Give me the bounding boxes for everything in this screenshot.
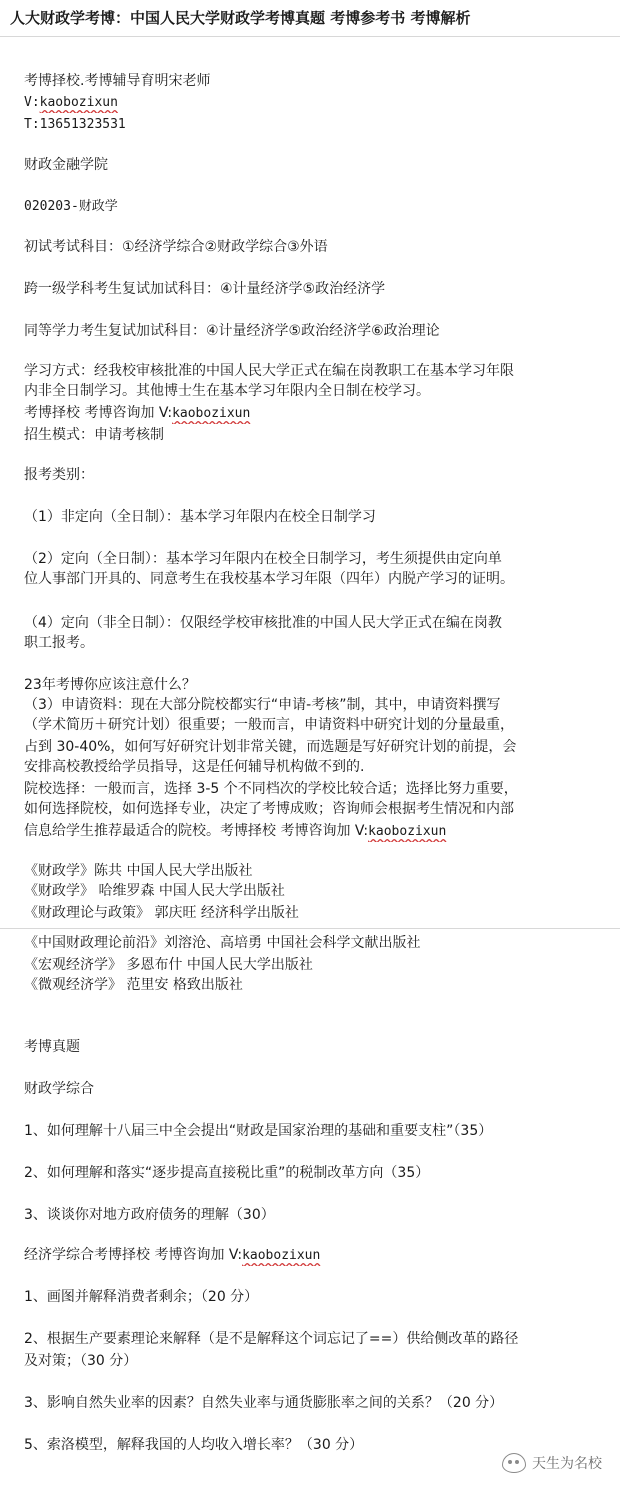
notes-consult-prefix: 信息给学生推荐最适合的院校。考博择校 考博咨询加 V: xyxy=(24,823,369,839)
book-item: 《中国财政理论前沿》刘溶沧、高培勇 中国社会科学文献出版社 xyxy=(24,935,421,951)
econ-question-2-line-1: 2、根据生产要素理论来解释（是不是解释这个词忘记了==）供给侧改革的路径 xyxy=(24,1331,519,1347)
school-line: 财政金融学院 xyxy=(24,157,108,173)
book-item: 《微观经济学》 范里安 格致出版社 xyxy=(24,977,243,993)
initial-exam-line: 初试考试科目：①经济学综合②财政学综合③外语 xyxy=(24,239,328,255)
question-3: 3、谈谈你对地方政府债务的理解（30） xyxy=(24,1207,275,1223)
notes-line-3: 占到 30-40%，如何写好研究计划非常关键，而选题是写好研究计划的前提，会 xyxy=(24,739,517,755)
question-1: 1、如何理解十八届三中全会提出“财政是国家治理的基础和重要支柱”（35） xyxy=(24,1123,493,1139)
book-item: 《宏观经济学》 多恩布什 中国人民大学出版社 xyxy=(24,957,313,973)
notes-heading: 23年考博你应该注意什么？ xyxy=(24,677,196,693)
document-title: 人大财政学考博：中国人民大学财政学考博真题 考博参考书 考博解析 xyxy=(10,9,471,27)
notes-line-5: 院校选择：一般而言，选择 3-5 个不同档次的学校比较合适；选择比努力重要， xyxy=(24,781,518,797)
consult-line xyxy=(24,403,596,424)
consult-id: kaobozixun xyxy=(172,406,251,421)
category-1: （1）非定向（全日制）：基本学习年限内在校全日制学习 xyxy=(24,509,376,525)
notes-line-6: 如何选择院校，如何选择专业，决定了考博成败；咨询师会根据考生情况和内部 xyxy=(24,801,514,817)
econ-question-2-line-2: 及对策；（30 分） xyxy=(24,1353,138,1369)
wechat-icon xyxy=(502,1453,526,1473)
real-exam-heading: 考博真题 xyxy=(24,1039,80,1055)
notes-line-4: 安排高校教授给学员指导，这是任何辅导机构做不到的. xyxy=(24,759,365,775)
category-heading: 报考类别： xyxy=(24,467,94,483)
notes-consult-id: kaobozixun xyxy=(368,824,447,839)
book-item: 《财政学》 哈维罗森 中国人民大学出版社 xyxy=(24,883,285,899)
equivalent-line: 同等学力考生复试加试科目：④计量经济学⑤政治经济学⑥政治理论 xyxy=(24,323,440,339)
phone-line: T:13651323531 xyxy=(24,117,126,132)
enroll-mode-line: 招生模式：申请考核制 xyxy=(24,427,164,443)
economics-consult-prefix: 经济学综合考博择校 考博咨询加 V: xyxy=(24,1247,243,1263)
notes-line-2: （学术简历＋研究计划）很重要；一般而言，申请资料中研究计划的分量最重， xyxy=(24,717,514,733)
section-title-fiscal: 财政学综合 xyxy=(24,1081,94,1097)
econ-question-5: 5、索洛模型，解释我国的人均收入增长率？（30 分） xyxy=(24,1437,364,1453)
category-4-line-2: 职工报考。 xyxy=(24,635,94,651)
page-segment-1 xyxy=(0,36,620,929)
question-2: 2、如何理解和落实“逐步提高直接税比重”的税制改革方向（35） xyxy=(24,1165,430,1181)
category-4-line-1: （4）定向（非全日制）：仅限经学校审核批准的中国人民大学正式在编在岗教 xyxy=(24,615,502,631)
category-2-line-1: （2）定向（全日制）：基本学习年限内在校全日制学习，考生须提供由定向单 xyxy=(24,551,502,567)
watermark xyxy=(502,1453,602,1473)
study-mode-line-1: 学习方式：经我校审核批准的中国人民大学正式在编在岗教职工在基本学习年限 xyxy=(24,363,514,379)
teacher-line: 考博择校.考博辅导育明宋老师 xyxy=(24,73,211,89)
document-page xyxy=(0,36,620,1484)
major-line: 020203-财政学 xyxy=(24,199,118,214)
economics-consult-id: kaobozixun xyxy=(242,1248,321,1263)
consult-prefix: 考博择校 考博咨询加 V: xyxy=(24,405,173,421)
watermark-text: 天生为名校 xyxy=(532,1456,602,1472)
econ-question-1: 1、画图并解释消费者剩余；（20 分） xyxy=(24,1289,259,1305)
notes-line-7 xyxy=(24,821,596,842)
econ-question-3: 3、影响自然失业率的因素？自然失业率与通货膨胀率之间的关系？（20 分） xyxy=(24,1395,504,1411)
book-item: 《财政理论与政策》 郭庆旺 经济科学出版社 xyxy=(24,905,299,921)
category-2-line-2: 位人事部门开具的、同意考生在我校基本学习年限（四年）内脱产学习的证明。 xyxy=(24,571,514,587)
cross-discipline-line: 跨一级学科考生复试加试科目：④计量经济学⑤政治经济学 xyxy=(24,281,386,297)
study-mode-line-2: 内非全日制学习。其他博士生在基本学习年限内全日制在校学习。 xyxy=(24,383,430,399)
wechat-prefix: V: xyxy=(24,95,40,110)
page-segment-2 xyxy=(0,928,620,1485)
book-item: 《财政学》陈共 中国人民大学出版社 xyxy=(24,863,253,879)
notes-line-1: （3）申请资料：现在大部分院校都实行“申请-考核”制，其中，申请资料撰写 xyxy=(24,697,501,713)
wechat-line xyxy=(24,93,596,113)
wechat-id: kaobozixun xyxy=(39,95,118,110)
section-title-economics xyxy=(24,1245,596,1266)
